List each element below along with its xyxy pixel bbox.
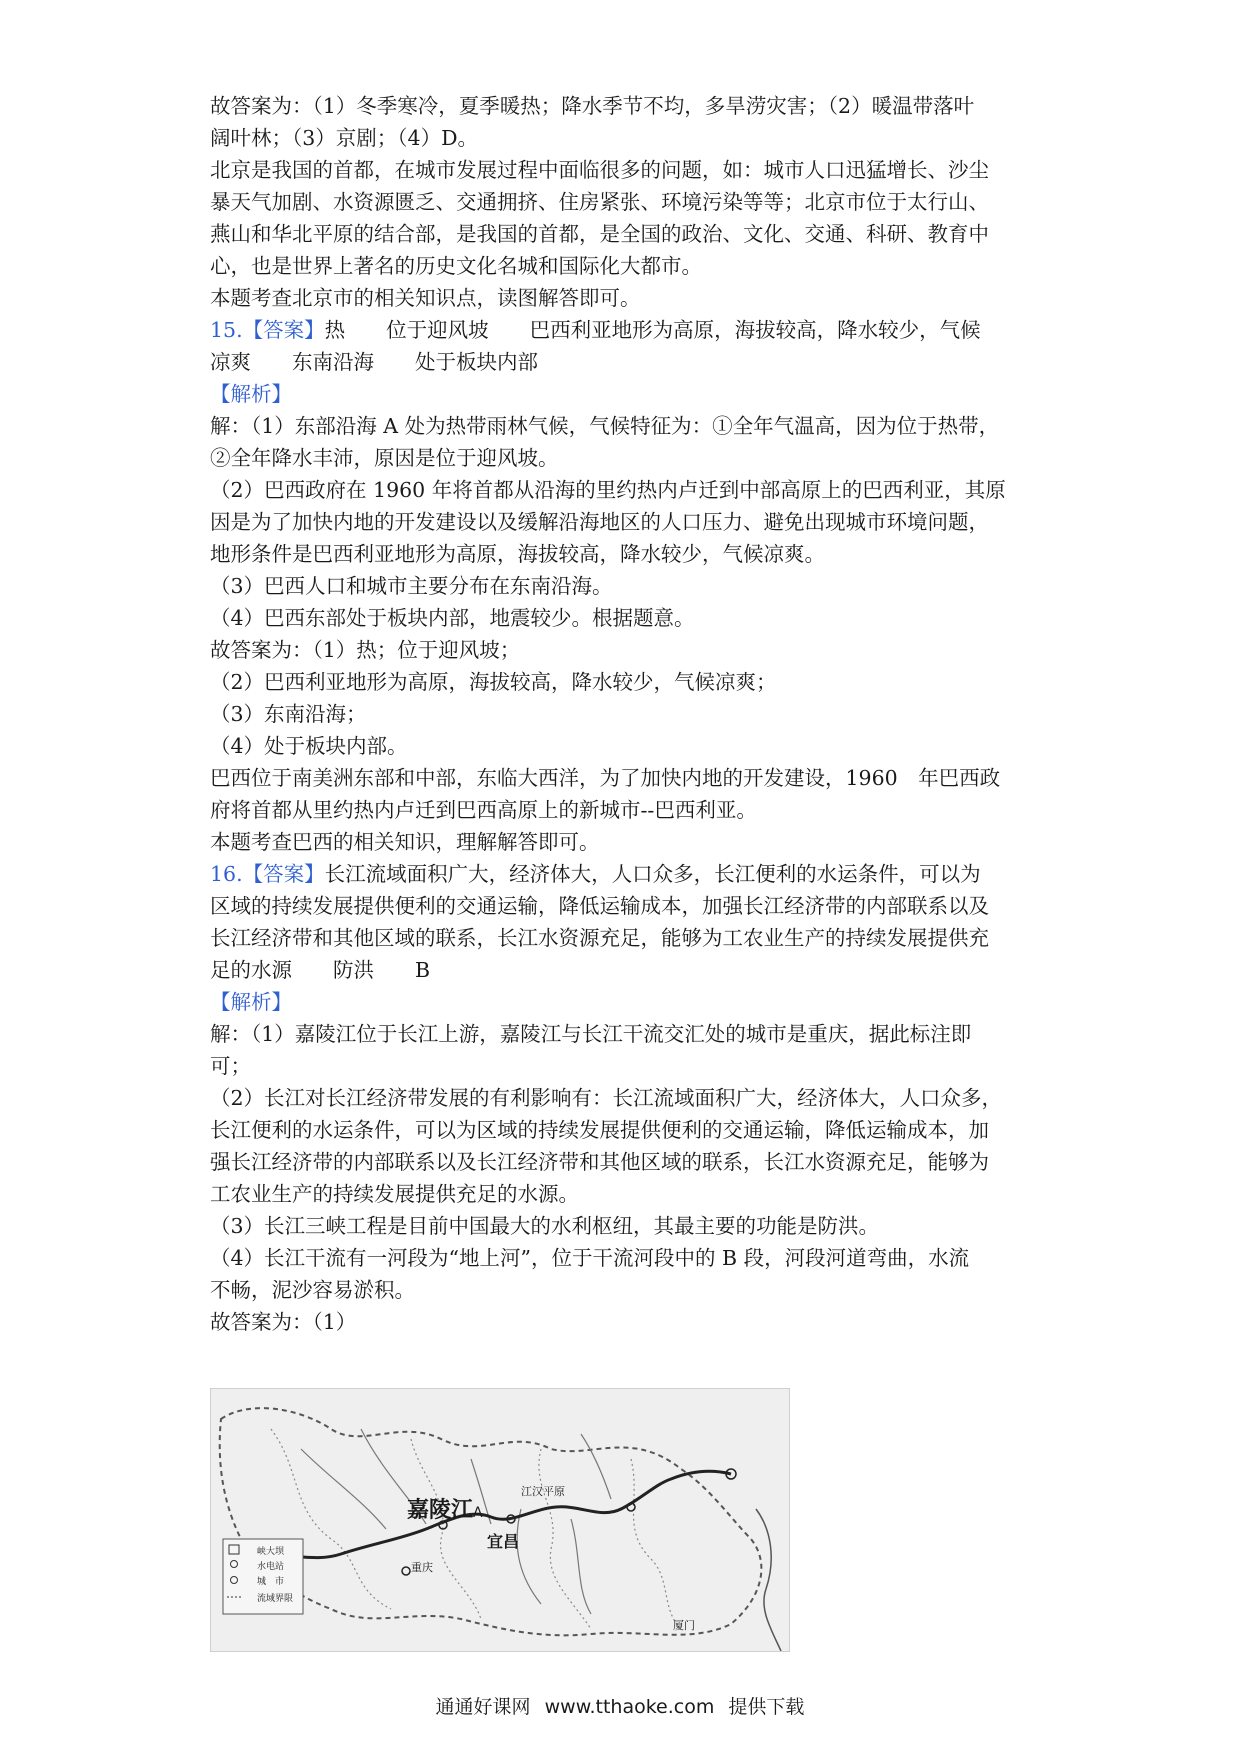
text-line bbox=[210, 442, 1040, 474]
text-line bbox=[210, 218, 1040, 250]
line-text: （3）东南沿海； bbox=[210, 702, 367, 726]
map-label-chongqing: 重庆 bbox=[411, 1561, 433, 1574]
text-line bbox=[210, 762, 1040, 794]
text-line bbox=[210, 186, 1040, 218]
line-text: 解：（1）嘉陵江位于长江上游，嘉陵江与长江干流交汇处的城市是重庆，据此标注即 bbox=[210, 1022, 972, 1046]
yangtze-river-map bbox=[210, 1388, 790, 1652]
line-text: 故答案为：（1） bbox=[210, 1310, 357, 1334]
line-text: 长江便利的水运条件，可以为区域的持续发展提供便利的交通运输，降低运输成本，加 bbox=[210, 1118, 989, 1142]
line-text: （3）巴西人口和城市主要分布在东南沿海。 bbox=[210, 574, 613, 598]
section-tag: 【解析】 bbox=[210, 990, 292, 1014]
text-line bbox=[210, 890, 1040, 922]
text-line bbox=[210, 346, 1040, 378]
text-line bbox=[210, 1242, 1040, 1274]
map-label-jianghan: 江汉平原 bbox=[521, 1485, 565, 1498]
line-text: 燕山和华北平原的结合部，是我国的首都，是全国的政治、文化、交通、科研、教育中 bbox=[210, 222, 989, 246]
text-line bbox=[210, 1018, 1040, 1050]
text-line bbox=[210, 826, 1040, 858]
text-line bbox=[210, 538, 1040, 570]
document-body bbox=[210, 90, 1040, 1338]
text-line bbox=[210, 922, 1040, 954]
text-line bbox=[210, 154, 1040, 186]
text-line bbox=[210, 602, 1040, 634]
line-text: 工农业生产的持续发展提供充足的水源。 bbox=[210, 1182, 579, 1206]
line-text: 心，也是世界上著名的历史文化名城和国际化大都市。 bbox=[210, 254, 702, 278]
line-text: 本题考查北京市的相关知识点，读图解答即可。 bbox=[210, 286, 641, 310]
map-legend-3: 城 市 bbox=[257, 1577, 285, 1587]
line-text: 阔叶林；（3）京剧；（4）D。 bbox=[210, 126, 479, 150]
line-text: 热 位于迎风坡 巴西利亚地形为高原，海拔较高，降水较少，气候 bbox=[324, 318, 981, 342]
line-text: 足的水源 防洪 B bbox=[210, 958, 431, 982]
text-line bbox=[210, 314, 1040, 346]
map-legend-4: 流域界限 bbox=[257, 1594, 294, 1604]
text-line bbox=[210, 570, 1040, 602]
map-legend-2: 水电站 bbox=[257, 1562, 285, 1572]
page-footer bbox=[0, 1692, 1240, 1719]
line-text: 强长江经济带的内部联系以及长江经济带和其他区域的联系，长江水资源充足，能够为 bbox=[210, 1150, 989, 1174]
map-label-a: A bbox=[473, 1505, 483, 1521]
text-line bbox=[210, 1050, 1040, 1082]
text-line bbox=[210, 986, 1040, 1018]
line-text: （2）长江对长江经济带发展的有利影响有：长江流域面积广大，经济体大，人口众多， bbox=[210, 1086, 1003, 1110]
map-label-yichang: 宜昌 bbox=[487, 1532, 520, 1551]
text-line bbox=[210, 1114, 1040, 1146]
footer-url[interactable]: www.tthaoke.com bbox=[544, 1696, 715, 1718]
line-text: 故答案为：（1）冬季寒冷，夏季暖热；降水季节不均，多旱涝灾害；（2）暖温带落叶 bbox=[210, 94, 975, 118]
text-line bbox=[210, 954, 1040, 986]
line-text: 巴西位于南美洲东部和中部，东临大西洋，为了加快内地的开发建设，1960 年巴西政 bbox=[210, 766, 1001, 790]
section-tag: 15.【答案】 bbox=[210, 318, 325, 342]
line-text: 可； bbox=[210, 1054, 251, 1078]
line-text: 府将首都从里约热内卢迁到巴西高原上的新城市--巴西利亚。 bbox=[210, 798, 757, 822]
text-line bbox=[210, 730, 1040, 762]
text-line bbox=[210, 506, 1040, 538]
text-line bbox=[210, 1178, 1040, 1210]
text-line bbox=[210, 410, 1040, 442]
line-text: 不畅，泥沙容易淤积。 bbox=[210, 1278, 415, 1302]
text-line bbox=[210, 858, 1040, 890]
text-line bbox=[210, 1306, 1040, 1338]
text-line bbox=[210, 378, 1040, 410]
text-line bbox=[210, 698, 1040, 730]
text-line bbox=[210, 282, 1040, 314]
text-line bbox=[210, 474, 1040, 506]
line-text: 长江流域面积广大，经济体大，人口众多，长江便利的水运条件，可以为 bbox=[324, 862, 981, 886]
line-text: 地形条件是巴西利亚地形为高原，海拔较高，降水较少，气候凉爽。 bbox=[210, 542, 825, 566]
line-text: 区域的持续发展提供便利的交通运输，降低运输成本，加强长江经济带的内部联系以及 bbox=[210, 894, 989, 918]
text-line bbox=[210, 1082, 1040, 1114]
line-text: （4）处于板块内部。 bbox=[210, 734, 408, 758]
line-text: 故答案为：（1）热；位于迎风坡； bbox=[210, 638, 521, 662]
line-text: （4）巴西东部处于板块内部，地震较少。根据题意。 bbox=[210, 606, 695, 630]
text-line bbox=[210, 794, 1040, 826]
section-tag: 16.【答案】 bbox=[210, 862, 325, 886]
line-text: （2）巴西政府在 1960 年将首都从沿海的里约热内卢迁到中部高原上的巴西利亚，其原 bbox=[210, 478, 1006, 502]
map-label-xiamen: 厦门 bbox=[673, 1619, 695, 1632]
map-label-jialing: 嘉陵江 bbox=[407, 1498, 474, 1523]
line-text: 因是为了加快内地的开发建设以及缓解沿海地区的人口压力、避免出现城市环境问题， bbox=[210, 510, 989, 534]
map-drawing bbox=[211, 1389, 789, 1651]
line-text: 长江经济带和其他区域的联系，长江水资源充足，能够为工农业生产的持续发展提供充 bbox=[210, 926, 989, 950]
line-text: ②全年降水丰沛，原因是位于迎风坡。 bbox=[210, 446, 559, 470]
line-text: （4）长江干流有一河段为“地上河”，位于干流河段中的 B 段，河段河道弯曲，水流 bbox=[210, 1246, 970, 1270]
line-text: （3）长江三峡工程是目前中国最大的水利枢纽，其最主要的功能是防洪。 bbox=[210, 1214, 880, 1238]
line-text: （2）巴西利亚地形为高原，海拔较高，降水较少，气候凉爽； bbox=[210, 670, 777, 694]
line-text: 暴天气加剧、水资源匮乏、交通拥挤、住房紧张、环境污染等等；北京市位于太行山、 bbox=[210, 190, 989, 214]
text-line bbox=[210, 634, 1040, 666]
footer-site: 通通好课网 bbox=[435, 1696, 531, 1718]
line-text: 北京是我国的首都，在城市发展过程中面临很多的问题，如：城市人口迅猛增长、沙尘 bbox=[210, 158, 989, 182]
line-text: 本题考查巴西的相关知识，理解解答即可。 bbox=[210, 830, 600, 854]
text-line bbox=[210, 122, 1040, 154]
footer-note: 提供下载 bbox=[728, 1696, 805, 1718]
line-text: 凉爽 东南沿海 处于板块内部 bbox=[210, 350, 538, 374]
text-line bbox=[210, 1274, 1040, 1306]
text-line bbox=[210, 666, 1040, 698]
map-legend-1: 峡大坝 bbox=[257, 1547, 285, 1557]
text-line bbox=[210, 250, 1040, 282]
section-tag: 【解析】 bbox=[210, 382, 292, 406]
text-line bbox=[210, 90, 1040, 122]
line-text: 解：（1）东部沿海 A 处为热带雨林气候，气候特征为：①全年气温高，因为位于热带， bbox=[210, 414, 1000, 438]
text-line bbox=[210, 1146, 1040, 1178]
text-line bbox=[210, 1210, 1040, 1242]
